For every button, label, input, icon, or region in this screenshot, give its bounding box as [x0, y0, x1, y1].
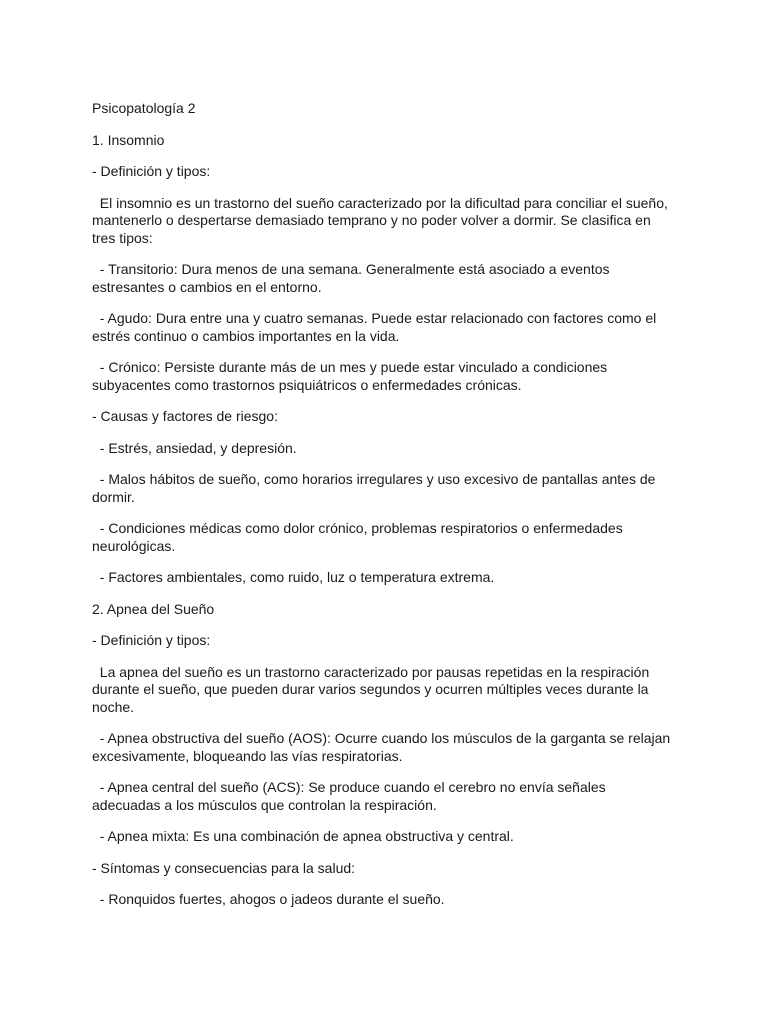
heading-insomnio: 1. Insomnio: [92, 131, 165, 148]
list-item-ronquidos: - Ronquidos fuertes, ahogos o jadeos durante el sueño.: [92, 891, 445, 907]
list-item-malos-habitos: - Malos hábitos de sueño, como horarios irregulares y uso excesivo de pantallas antes de dormir.: [92, 471, 660, 505]
list-item-estres: - Estrés, ansiedad, y depresión.: [92, 439, 297, 456]
list-item-factores-ambientales: - Factores ambientales, como ruido, luz o temperatura extrema.: [92, 569, 495, 585]
subheading-sintomas: - Síntomas y consecuencias para la salud:: [92, 859, 356, 876]
paragraph-apnea-definicion: La apnea del sueño es un trastorno caracterizado por pausas repetidas en la respiración durante el sueño, que pueden durar varios segundos y ocurren múltiples veces durante la noche.: [92, 663, 654, 715]
document-body: [92, 100, 676, 923]
subheading-definicion-apnea: - Definición y tipos:: [92, 632, 211, 648]
list-item-condiciones-medicas: - Condiciones médicas como dolor crónico, problemas respiratorios o enfermedades neurológicas.: [92, 520, 627, 554]
list-item-transitorio: - Transitorio: Dura menos de una semana. Generalmente está asociado a eventos estresantes o cambios en el entorno.: [92, 261, 614, 295]
list-item-agudo: - Agudo: Dura entre una y cuatro semanas. Puede estar relacionado con factores como el estrés continuo o cambios importantes en la vida.: [92, 310, 661, 344]
document-title: Psicopatología 2: [92, 100, 196, 116]
list-item-apnea-mixta: - Apnea mixta: Es una combinación de apnea obstructiva y central.: [92, 828, 514, 844]
list-item-cronico: - Crónico: Persiste durante más de un mes y puede estar vinculado a condiciones subyacentes como trastornos psiquiátricos o enfermedades crónicas.: [92, 359, 612, 393]
subheading-definicion-insomnio: - Definición y tipos:: [92, 163, 211, 179]
subheading-causas: - Causas y factores de riesgo:: [92, 408, 278, 424]
list-item-acs: - Apnea central del sueño (ACS): Se produce cuando el cerebro no envía señales adecuadas a los músculos que controlan la respiración.: [92, 779, 610, 813]
paragraph-insomnio-definicion: El insomnio es un trastorno del sueño caracterizado por la dificultad para conciliar el sueño, mantenerlo o despertarse demasiado temprano y no poder volver a dormir. Se clasifica en tres tipos:: [92, 194, 672, 246]
list-item-aos: - Apnea obstructiva del sueño (AOS): Ocurre cuando los músculos de la garganta se relajan excesivamente, bloqueando las vías respiratorias.: [92, 730, 675, 764]
heading-apnea: 2. Apnea del Sueño: [92, 600, 215, 617]
